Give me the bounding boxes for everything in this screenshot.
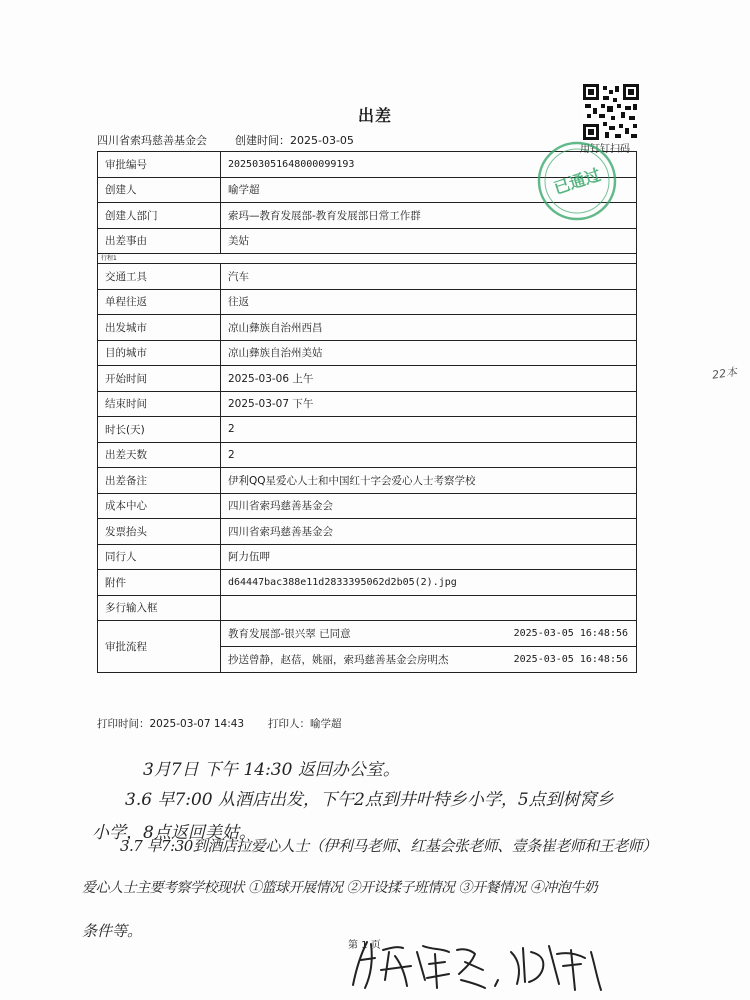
field-value: 四川省索玛慈善基金会 xyxy=(221,493,637,519)
qr-code-icon xyxy=(583,84,639,140)
field-label: 开始时间 xyxy=(98,366,221,392)
form-row xyxy=(98,340,637,366)
form-row xyxy=(98,228,637,254)
field-value: 四川省索玛慈善基金会 xyxy=(221,519,637,545)
field-value: 202503051648000099193 xyxy=(221,152,637,178)
print-user: 打印人：喻学超 xyxy=(268,718,342,730)
document-title: 出差 xyxy=(357,106,392,125)
field-label: 出差事由 xyxy=(98,228,221,254)
field-label: 目的城市 xyxy=(98,340,221,366)
field-value: 汽车 xyxy=(221,264,637,290)
field-value: d64447bac388e11d2833395062d2b05(2).jpg xyxy=(221,570,637,596)
form-row xyxy=(98,391,637,417)
approval-step-time: 2025-03-05 16:48:56 xyxy=(513,628,628,639)
field-label: 附件 xyxy=(98,570,221,596)
field-value: 美姑 xyxy=(221,228,637,254)
form-row xyxy=(98,570,637,596)
field-value: 往返 xyxy=(221,289,637,315)
form-row xyxy=(98,264,637,290)
field-value: 2025-03-07 下午 xyxy=(221,391,637,417)
form-row xyxy=(98,595,637,621)
handwritten-line: 3.6 早7:00 从酒店出发，下午2点到井叶特乡小学，5点到树窝乡 xyxy=(125,790,614,810)
form-row xyxy=(98,289,637,315)
form-row xyxy=(98,468,637,494)
field-value: 喻学超 xyxy=(221,177,637,203)
stamp-text: 已通过 xyxy=(551,165,603,198)
field-label: 创建人 xyxy=(98,177,221,203)
field-label: 成本中心 xyxy=(98,493,221,519)
field-value: 2025-03-06 上午 xyxy=(221,366,637,392)
field-label: 发票抬头 xyxy=(98,519,221,545)
field-value xyxy=(221,595,637,621)
form-row xyxy=(98,417,637,443)
field-label: 时长(天) xyxy=(98,417,221,443)
handwritten-signature-icon xyxy=(345,930,615,995)
approval-step-text: 教育发展部-银兴翠 已同意 xyxy=(228,628,351,640)
approval-flow-line xyxy=(221,621,636,646)
field-label: 结束时间 xyxy=(98,391,221,417)
handwritten-line: 爱心人士主要考察学校现状 ①篮球开展情况 ②开设揉子班情况 ③开餐情况 ④冲泡牛奶 xyxy=(82,880,598,896)
field-label: 单程往返 xyxy=(98,289,221,315)
field-value: 2 xyxy=(221,442,637,468)
field-value: 阿力伍呷 xyxy=(221,544,637,570)
field-label: 交通工具 xyxy=(98,264,221,290)
approval-flow-row xyxy=(98,621,637,673)
field-label: 出差备注 xyxy=(98,468,221,494)
field-label: 审批流程 xyxy=(98,621,221,673)
handwritten-line: 3.7 早7:30到酒店拉爱心人士（伊利马老师、红基会张老师、壹条崔老师和王老师） xyxy=(120,837,657,855)
page-number: 第 1 页 xyxy=(348,940,381,951)
form-row xyxy=(98,315,637,341)
field-label: 多行输入框 xyxy=(98,595,221,621)
print-time: 打印时间：2025-03-07 14:43 xyxy=(97,718,245,730)
field-label: 出发城市 xyxy=(98,315,221,341)
handwritten-line: 条件等。 xyxy=(82,922,143,940)
approval-step-time: 2025-03-05 16:48:56 xyxy=(513,654,628,665)
margin-note: 22本 xyxy=(711,365,738,382)
form-row xyxy=(98,442,637,468)
organization-name: 四川省索玛慈善基金会 xyxy=(97,134,207,147)
approval-step-text: 抄送曾静，赵蓓，姚丽，索玛慈善基金会房明杰 xyxy=(228,654,449,666)
form-row xyxy=(98,519,637,545)
field-label: 同行人 xyxy=(98,544,221,570)
created-time: 创建时间：2025-03-05 xyxy=(235,134,354,147)
field-value: 伊利QQ星爱心人士和中国红十字会爱心人士考察学校 xyxy=(221,468,637,494)
field-value: 2 xyxy=(221,417,637,443)
field-label: 出差天数 xyxy=(98,442,221,468)
form-row xyxy=(98,493,637,519)
approval-flow-cell xyxy=(221,621,637,673)
section-label: 行程1 xyxy=(98,254,637,264)
approval-flow-line xyxy=(221,646,636,672)
handwritten-line: 3月7日 下午 14:30 返回办公室。 xyxy=(143,760,400,780)
handwritten-line: 小学，8点返回美姑。 xyxy=(92,823,256,843)
field-value: 凉山彝族自治州西昌 xyxy=(221,315,637,341)
field-value: 凉山彝族自治州美姑 xyxy=(221,340,637,366)
field-label: 审批编号 xyxy=(98,152,221,178)
section-row xyxy=(98,254,637,264)
form-row xyxy=(98,544,637,570)
approval-form-table xyxy=(97,151,637,673)
approved-stamp-icon xyxy=(536,140,618,222)
form-row xyxy=(98,366,637,392)
qr-caption: 用钉钉扫码 xyxy=(580,144,630,155)
field-label: 创建人部门 xyxy=(98,203,221,229)
field-value: 索玛—教育发展部-教育发展部日常工作群 xyxy=(221,203,637,229)
